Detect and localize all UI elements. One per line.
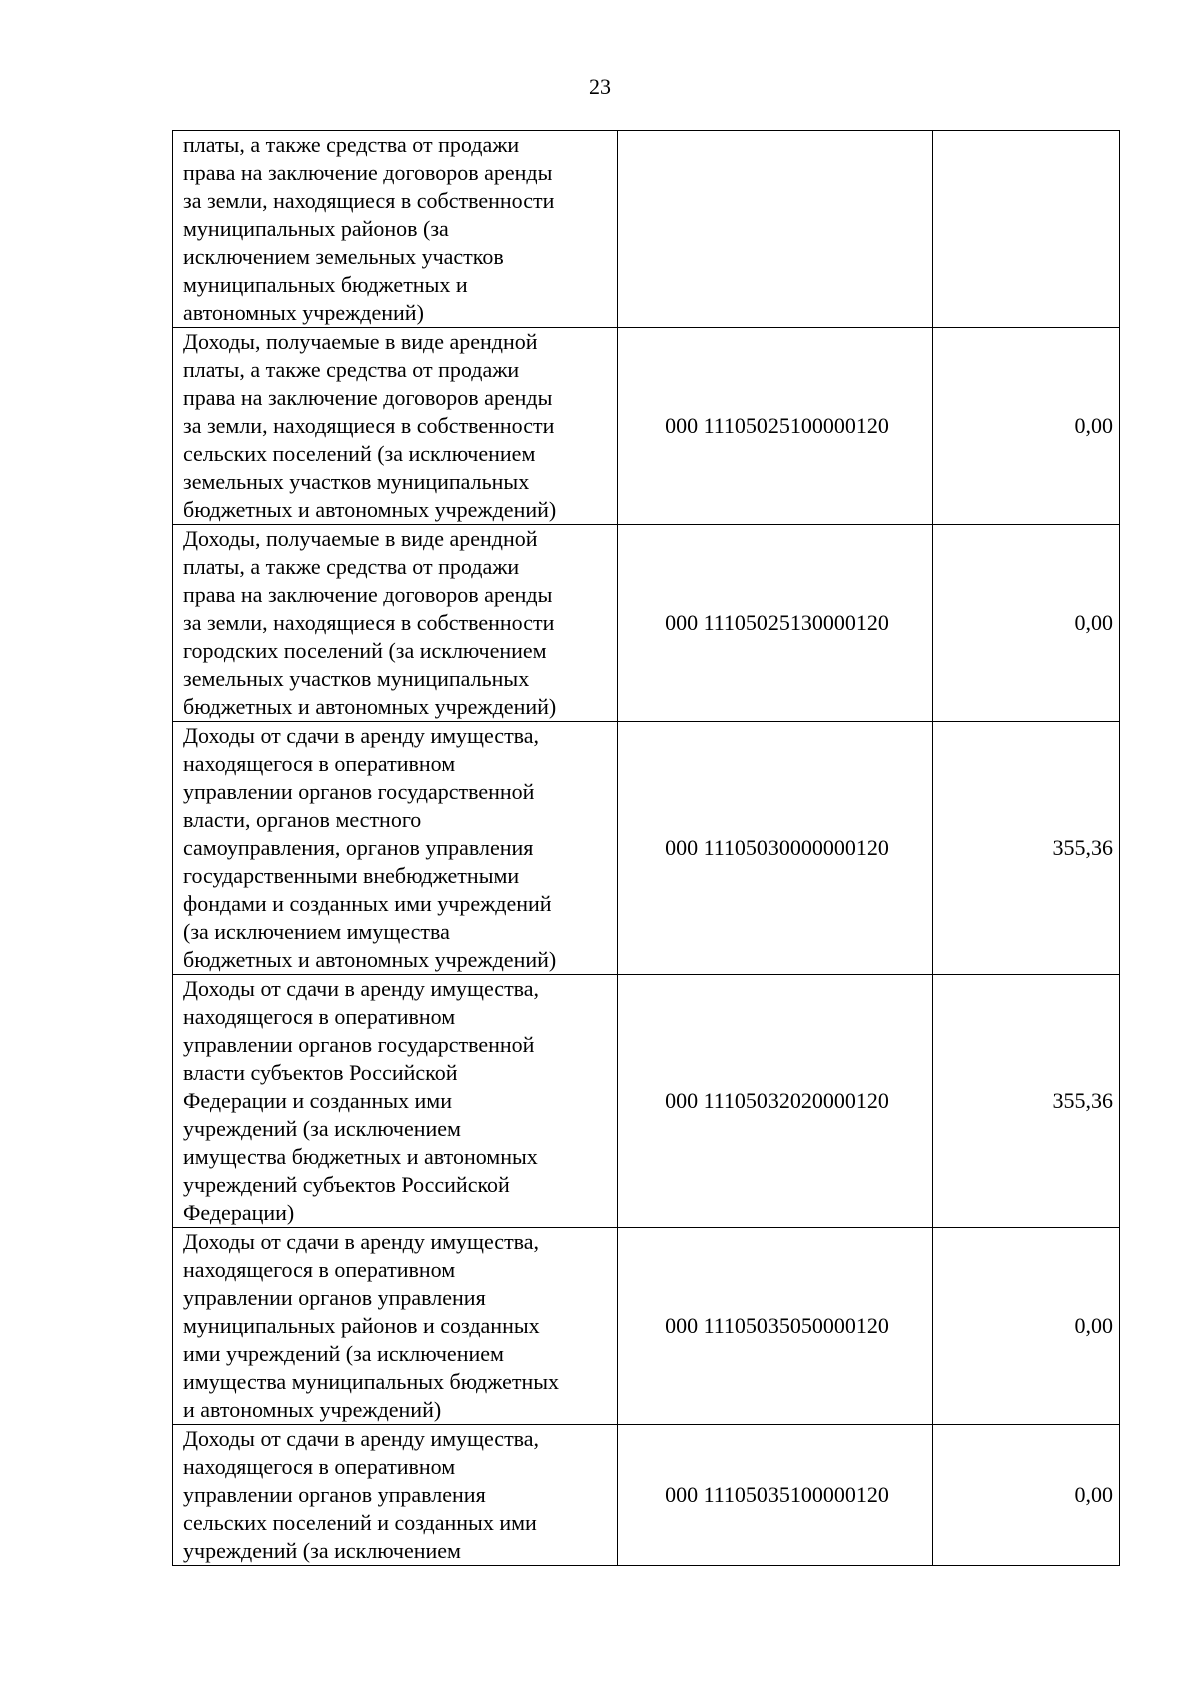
description-line: платы, а также средства от продажи bbox=[183, 132, 520, 157]
revenue-table bbox=[172, 130, 1120, 1566]
description-line: городских поселений (за исключением bbox=[183, 638, 547, 663]
description-line: управлении органов управления bbox=[183, 1285, 486, 1310]
description-line: и автономных учреждений) bbox=[183, 1397, 442, 1422]
description-line: бюджетных и автономных учреждений) bbox=[183, 497, 557, 522]
revenue-description-cell bbox=[173, 722, 618, 975]
amount-cell: 0,00 bbox=[933, 1228, 1120, 1425]
description-line: (за исключением имущества bbox=[183, 919, 450, 944]
budget-code-cell: 000 11105030000000120 bbox=[618, 722, 933, 975]
description-line: государственными внебюджетными bbox=[183, 863, 520, 888]
description-line: земельных участков муниципальных bbox=[183, 469, 530, 494]
description-line: учреждений (за исключением bbox=[183, 1538, 461, 1563]
amount-cell: 0,00 bbox=[933, 525, 1120, 722]
description-line: Доходы от сдачи в аренду имущества, bbox=[183, 723, 540, 748]
amount-cell: 0,00 bbox=[933, 1425, 1120, 1566]
description-line: Доходы, получаемые в виде арендной bbox=[183, 526, 538, 551]
description-line: автономных учреждений) bbox=[183, 300, 424, 325]
amount-cell: 0,00 bbox=[933, 328, 1120, 525]
table-row bbox=[173, 1228, 1120, 1425]
amount-cell bbox=[933, 131, 1120, 328]
description-line: права на заключение договоров аренды bbox=[183, 582, 553, 607]
revenue-description-cell bbox=[173, 1228, 618, 1425]
description-line: земельных участков муниципальных bbox=[183, 666, 530, 691]
revenue-description-cell bbox=[173, 1425, 618, 1566]
budget-code-cell bbox=[618, 131, 933, 328]
description-line: платы, а также средства от продажи bbox=[183, 357, 520, 382]
budget-code-cell: 000 11105025100000120 bbox=[618, 328, 933, 525]
budget-code-cell: 000 11105035050000120 bbox=[618, 1228, 933, 1425]
description-line: фондами и созданных ими учреждений bbox=[183, 891, 552, 916]
description-line: права на заключение договоров аренды bbox=[183, 160, 553, 185]
description-line: власти, органов местного bbox=[183, 807, 422, 832]
description-line: бюджетных и автономных учреждений) bbox=[183, 694, 557, 719]
description-line: учреждений субъектов Российской bbox=[183, 1172, 510, 1197]
table-row bbox=[173, 328, 1120, 525]
description-line: учреждений (за исключением bbox=[183, 1116, 461, 1141]
description-line: находящегося в оперативном bbox=[183, 1257, 456, 1282]
description-line: за земли, находящиеся в собственности bbox=[183, 188, 555, 213]
description-line: исключением земельных участков bbox=[183, 244, 504, 269]
table-row bbox=[173, 131, 1120, 328]
description-line: ими учреждений (за исключением bbox=[183, 1341, 504, 1366]
description-line: за земли, находящиеся в собственности bbox=[183, 610, 555, 635]
description-line: управлении органов государственной bbox=[183, 779, 535, 804]
description-line: сельских поселений и созданных ими bbox=[183, 1510, 537, 1535]
revenue-description-cell bbox=[173, 975, 618, 1228]
description-line: Доходы от сдачи в аренду имущества, bbox=[183, 1229, 540, 1254]
description-line: сельских поселений (за исключением bbox=[183, 441, 536, 466]
revenue-description-cell bbox=[173, 525, 618, 722]
description-line: управлении органов государственной bbox=[183, 1032, 535, 1057]
description-line: управлении органов управления bbox=[183, 1482, 486, 1507]
table-row bbox=[173, 975, 1120, 1228]
description-line: платы, а также средства от продажи bbox=[183, 554, 520, 579]
description-line: бюджетных и автономных учреждений) bbox=[183, 947, 557, 972]
description-line: Доходы от сдачи в аренду имущества, bbox=[183, 1426, 540, 1451]
description-line: за земли, находящиеся в собственности bbox=[183, 413, 555, 438]
description-line: находящегося в оперативном bbox=[183, 1004, 456, 1029]
description-line: находящегося в оперативном bbox=[183, 751, 456, 776]
budget-code-cell: 000 11105035100000120 bbox=[618, 1425, 933, 1566]
description-line: Доходы от сдачи в аренду имущества, bbox=[183, 976, 540, 1001]
description-line: Федерации) bbox=[183, 1200, 295, 1225]
budget-code-cell: 000 11105025130000120 bbox=[618, 525, 933, 722]
amount-cell: 355,36 bbox=[933, 975, 1120, 1228]
description-line: власти субъектов Российской bbox=[183, 1060, 458, 1085]
description-line: права на заключение договоров аренды bbox=[183, 385, 553, 410]
description-line: муниципальных районов и созданных bbox=[183, 1313, 540, 1338]
table-row bbox=[173, 1425, 1120, 1566]
description-line: имущества муниципальных бюджетных bbox=[183, 1369, 560, 1394]
description-line: муниципальных бюджетных и bbox=[183, 272, 468, 297]
description-line: самоуправления, органов управления bbox=[183, 835, 534, 860]
revenue-description-cell bbox=[173, 328, 618, 525]
table-row bbox=[173, 722, 1120, 975]
description-line: имущества бюджетных и автономных bbox=[183, 1144, 538, 1169]
description-line: находящегося в оперативном bbox=[183, 1454, 456, 1479]
table-body bbox=[173, 131, 1120, 1566]
description-line: муниципальных районов (за bbox=[183, 216, 449, 241]
description-line: Федерации и созданных ими bbox=[183, 1088, 452, 1113]
budget-code-cell: 000 11105032020000120 bbox=[618, 975, 933, 1228]
revenue-description-cell bbox=[173, 131, 618, 328]
table-row bbox=[173, 525, 1120, 722]
page-number: 23 bbox=[589, 74, 611, 99]
description-line: Доходы, получаемые в виде арендной bbox=[183, 329, 538, 354]
amount-cell: 355,36 bbox=[933, 722, 1120, 975]
